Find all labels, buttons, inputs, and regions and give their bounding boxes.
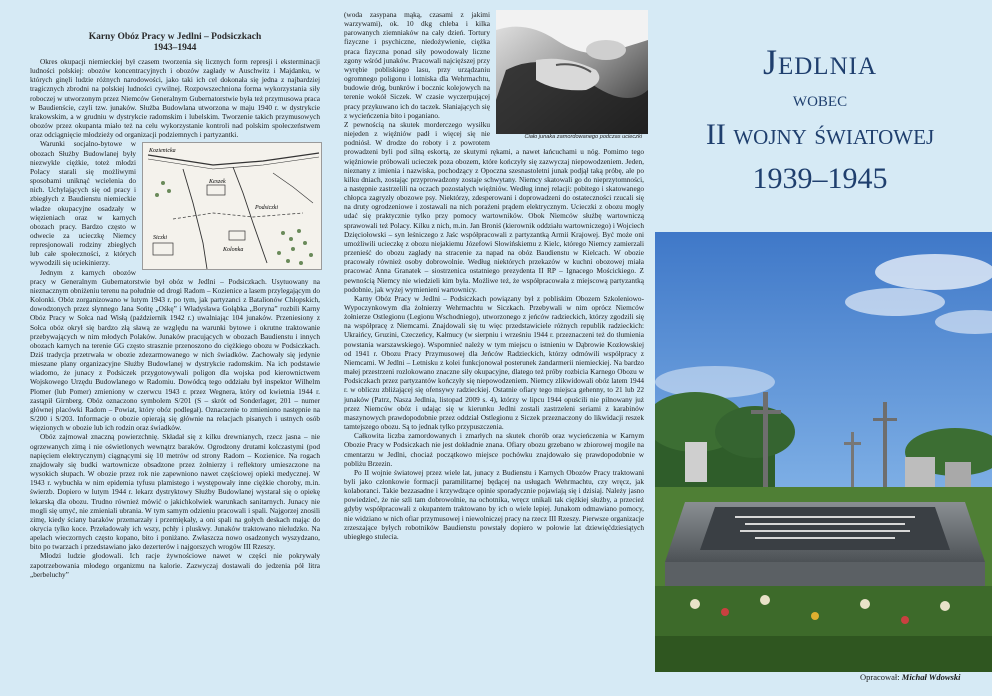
left-paragraph-camp: Jednym z karnych obozów pracy w Generalnym Gubernatorstwie był obóz w Jedlni – Podsiczkach. Usytuowany na nieznacznym obniżeniu terenu na południe od drogi Radom – Kozienice a lasem przylegającym do Kolonki. Obóz zorganizowano w lutym 1943 r. po tym, jak partyzanci z Batalionów Chłopskich, dowodzonych przez słynnego Jana Sońtę „Ośkę” i Władysława Gołąbka „Boryna” rozbili Karny Obóz Pracy w Sołca nad Wisłą (październik 1942 r.) uwalniając 104 junaków. Przeniesiony z Sołca obóz okrył się bardzo złą sławą ze względu na warunki bytowe i okrutne traktowanie przebywających w nim młodych Polaków. Junaków pracujących w obozach Baudienstu i innych obozach karnych na terenie GG często strasznie przenoszono do ciężkiego obozu w Podsiczkach. Dziś tradycja przetrwała w obozie zdezarmowanego w nich świadków. Zachowały się jedynie mieszane plany organizacyjne Służby Budowlanej w dystrykcie radomskim. Na ich podstawie wiadomo, że junacy z Podsiczek przygotowywali poligon dla wojska pod kierownictwem Wojskowego Urzędu Budowlanego w Radomiu. Dowódcą tego oddziału był inspektor Wilhelm Plomer (lub Pomer) zmieniony w czerwcu 1943 r. przez Wegnera, który od kwietnia 1944 r. zastąpił Girnberg. Obóz oznaczono symbolem S/201 (S – skrót od Sonderlager, 201 – numer głównej placówki Radom – Powiat, który obóz podlegał). Oznaczenie to zmieniono następnie na S/200 i S/203. Informacje o obozie opierają się głównie na relacjach pisanych i ustnych osób więzionych w obozie lub ich rodzin oraz świadków.	[30, 267, 320, 433]
author-credit	[860, 672, 960, 682]
left-page-title	[30, 32, 320, 54]
map-label-kolonka: Kolonka	[223, 247, 244, 254]
cover-title-line3: II wojny światowej	[705, 118, 935, 151]
photo-image	[496, 10, 648, 134]
left-page-column	[30, 32, 320, 579]
historical-photo	[496, 10, 648, 142]
map-label-siczki: Siczki	[153, 235, 167, 242]
middle-paragraph-postwar: Po II wojnie światowej przez wiele lat, junacy z Budienstu i Karnych Obozów Pracy traktowani byli jako członkowie formacji paramilitarnej będącej na usługach Wehrmachtu, czy wręcz, jak kolaboranci. Takie bezzasadne i krzywdzące opinie sporadycznie pojawiają się i dzisiaj. Należy jasno powiedzieć, że nie szli tam dobrowolnie, na ochotnika, wręcz unikali tak ciężkiej służby, a przecież gdyby współpracowali z okupantem traktowano by ich o wiele lepiej. Junakom odmawiano pomocy, nie widziano w nich ofiar przymusowej i niewolniczej pracy na rzecz III Rzeszy. Pierwsze organizacje zrzeszające byłych robotników Baudienstu powstały dopiero w połowie lat dziewięćdziesiątych ubiegłego stulecia.	[344, 467, 644, 541]
left-title-line1: Karny Obóz Pracy w Jedlni – Podsiczkach	[88, 32, 262, 42]
credit-author: Michał Wdowski	[901, 672, 961, 682]
left-paragraph-hunger: Młodzi ludzie głodowali. Ich racje żywnościowe nawet w części nie pokrywały zapotrzebowania młodego organizmu na kalorie. Zazwyczaj dostawali do jedzenia pół litra „berbeluchy”	[30, 551, 320, 579]
camp-map-sketch	[142, 142, 322, 270]
cover-title	[660, 42, 980, 196]
middle-paragraph-victims: Całkowita liczba zamordowanych i zmarłych na skutek chorób oraz wycieńczenia w Karnym Obozie Pracy w Podsiczkach nie jest dokładnie znana. Ofiary obozu grzebano w zbiorowej mogile na cmentarzu w Jedlni, chociaż początkowo miejsce pochówku znajdowało się prawdopodobnie w pobliżu Brzezin.	[344, 431, 644, 468]
cemetery-drawing	[655, 232, 992, 672]
map-drawing	[143, 143, 322, 270]
middle-paragraph-food: (woda zasypana mąką, czasami z jakimi warzywami), ok. 10 dkg chleba i kilka parowanych ziemniaków na cały dzień. Tortury fizyczne i psychiczne, niedożywienie, ciężka praca fizyczna ponad siły powodowały liczne zgony wśród junaków. Pracowali najcięższej przy wyrębie pobliskiego lasu, przy urządzaniu ogromnego poligonu i lotniska dla Wehrmachtu, budowie dróg, bunkrów i bocznic kolejowych na terenie wokół Siczek. W czasie wyczerpującej pracy przykuwano ich do taczek. Słaniających się z wycieńczenia bito i poganiano.	[344, 10, 490, 120]
cover-title-line2: wobec	[792, 86, 848, 111]
left-paragraph-intro: Okres okupacji niemieckiej był czasem tworzenia się licznych form represji i eksterminacji ludności polskiej: obozów koncentracyjnych i obozów zagłady w Auschwitz i Majdanku, w których ginęli ludzie różnych narodowości, jako taki ich cel dokonała się jedna z najbardziej tragicznych zbrodni na polskiej ludności cywilnej. Rozpowszechniona forma wykorzystania siły roboczej w utworzonym przez Niemców Generalnym Gubernatorstwie była też przymusowa praca w Baudienście, czyli tzw. junaków. Służba Budowlana utworzona w maju 1940 r. w dystrykcie krakowskim, a w grudniu w dystrykcie radomskim i lubelskim. Tworzenie takich przymusowych obozów przez okupanta miało też na celu wykorzystanie kontroli nad polskim społeczeństwem oraz odciągnięcie młodzieży od organizacji podziemnych i partyzantki.	[30, 57, 320, 140]
photo-caption: Ciało junaka zamordowanego podczas ucieczki	[524, 134, 642, 140]
photo-drawing	[496, 10, 648, 134]
cemetery-photo	[655, 232, 992, 672]
middle-paragraph-escapes: Z pewnością na skutek morderczego wysiłku niejeden z więźniów padł i więcej się nie podniósł. W drodze do roboty i z powrotem prowadzeni byli pod silną eskortą, ze skutymi rękami, a nawet łańcuchami u nóg. Pomimo tego więźniowie próbowali ucieczek poza obozem, które kończyły się zazwyczaj niepowodzeniem. Jeden, nieznany z imienia i nazwiska, pochodzący z Opoczna szesnastoletni junak podjął taką próbę, ale po kilku dniach, zostając przyprowadzony zostaje schwytany. Niemcy skatowali go do nieprzytomności, a następnie zastrzelili na oczach pozostałych więźniów. Według innej relacji: pobitego i skatowanego chłopca zagryzły obozowe psy. Niektórzy, zdesperowani i doprowadzeni do ostateczności rzucali się na druty ogrodzeniowe i zostawali na nich porażeni prądem elektrycznym. Ucieczki z obozu mogły udać się praktycznie tylko przy pomocy wartowników. Obok Niemców służbę wartowniczą sprawowali też Polacy. Kilku z nich, m.in. Jan Broniś (kierownik oddziału wartowniczego) i Wojciech Dzięciołowski – syn leśniczego z Jaśc współpracowali z partyzantką Armii Krajowej. Być może oni umożliwili ucieczkę z obozu niejakiemu Józefowi Słowińskiemu z Kielc, którego Niemcy zamierzali przenieść do obozu zagłady na stracenie za napad na obóz Baudienstu w Kielcach. W obozie pracowały również osoby dobrowolnie. Według niektórych przekazów w kuchni obozowej miała pracować Anna Granatek – siostrzenica ostatniego prezydenta II RP – Ignacego Mościckiego. Z pewnością Niemcy nie wiedzieli kim była. Możliwe też, że współpracowała z miejscową partyzantką podobnie, jak wyżej wymienieni wartownicy.	[344, 119, 644, 294]
left-paragraph-barracks: Obóz zajmował znaczną powierzchnię. Składał się z kilku drewnianych, rzecz jasna – nie ogrzewanych zimą i nie oświetlonych wewnątrz baraków. Ogrodzony drutami kolczastymi (pod napięciem elektrycznym) ciągnącymi się 10 metrów od strony Radom – Kozienice. Na rogach znajdowały się budki wartownicze obsadzone przez żołnierzy i reflektory umieszczone na wysokich słupach. W obozie przez rok nie zapewniono nawet częściowej opieki medycznej. W 1943 r. wybuchła w nim epidemia tyfusu plamistego i występowały inne ciężkie choroby, m.in. świerzb. Dopiero w lutym 1944 r. lekarz dystryktowy Służby Budowlanej wystarał się o opiekę lekarską dla obozu. Trudno również mówić o jakichkolwiek warunkach sanitarnych. Junacy nie mogli się umyć, nie zmieniali ubrania. W tym samym odzieniu pracowali i spali. Najgorzej znosili zimę, kiedy ściany baraków przemarzały i przemiękały, a oni spali na gołych deskach mając do okrycia tylko koce. Przeładowały ich wszy, pchły i pluskwy. Junaków traktowano nieludzko. Na apelach wieczornych często kopano, bito i poniżano. Zwłaszcza nowo osadzonych wyszydzano, bito po twarzach i przedstawiano jako dezerterów i najgorszych wrogów III Rzeszy.	[30, 432, 320, 552]
map-label-podsiczki: Podsiczki	[255, 205, 278, 212]
map-label-keszek: Keszek	[209, 179, 226, 186]
left-paragraph-conditions: Warunki socjalno-bytowe w obozach Służby Budowlanej były niezwykle ciężkie, toteż młodzi Polacy starali się możliwymi sposobami uniknąć wcielenia do nich. Uchylających się od pracy i zbiegłych z Baudienstu niemieckie władze okupacyjne osadzały w więzieniach oraz w karnych obozach pracy. Bardzo często w odwecie za ucieczkę Niemcy represjonowali rodziny zbiegłych lub całe społeczności, z których wywodzili się uciekinierzy.	[30, 139, 136, 268]
middle-paragraph-ostlegion: Karny Obóz Pracy w Jedlni – Podsiczkach powiązany był z pobliskim Obozem Szkoleniowo-Wypoczynkowym dla żołnierzy Wehrmachtu w Siczkach. Przebywali w nim oprócz Niemców żołnierze Ostlegionu (Legionu Wschodniego), utworzonego z jeńców radzieckich, którzy zgodzili się na współpracę z Niemcami. Znajdowali się tu więc przedstawiciele różnych republik radzieckich: Ukraińcy, Gruzini, Czeczeńcy, Kałmucy (w sierpniu i wrześniu 1944 r. przeznaczeni też do tłumienia powstania warszawskiego). Wspomnieć należy w tym miejscu o istnieniu w Dąbrowie Kozłowskiej od 1941 r. Obozu Pracy Przymusowej dla Jeńców Radzieckich, którzy odmówili współpracy z Niemcami. W Jedlni – Letnisku z kolei funkcjonował posterunek żandarmerii niemieckiej. Na bardzo małej przestrzeni rozlokowano znaczne siły okupacyjne, dlatego też próby rozbicia Karnego Obozu w Podsiczkach przez partyzantów kończyły się niepowodzeniem. Niemcy zlikwidowali obóz latem 1944 r. w obliczu zbliżającej się ofensywy radzieckiej. Ostatnie ofiary tego miejsca gehenny, to 21 lub 22 junaków (Patrz, Nasza Jedlnia, listopad 2009 s. 4), którzy w lipcu 1944 opuścili nie pilnowany już przez Niemców obóz i udając się w kierunku Jedlni zostali zastrzeleni seriami z karabinów maszynowych prawdopodobnie przez oddział Ostlegionu z Siczek przeznaczony do likwidacji reszek tamtejszego obozu. Są to jednak tylko przypuszczenia.	[344, 293, 644, 432]
cover-title-line1: Jedlnia	[762, 42, 878, 82]
credit-label: Opracował:	[860, 672, 900, 682]
middle-page-column	[344, 10, 644, 541]
left-title-line2: 1943–1944	[153, 43, 197, 53]
map-label-kozienicka: Kozienicka	[149, 148, 176, 155]
cover-title-years: 1939–1945	[752, 162, 888, 195]
